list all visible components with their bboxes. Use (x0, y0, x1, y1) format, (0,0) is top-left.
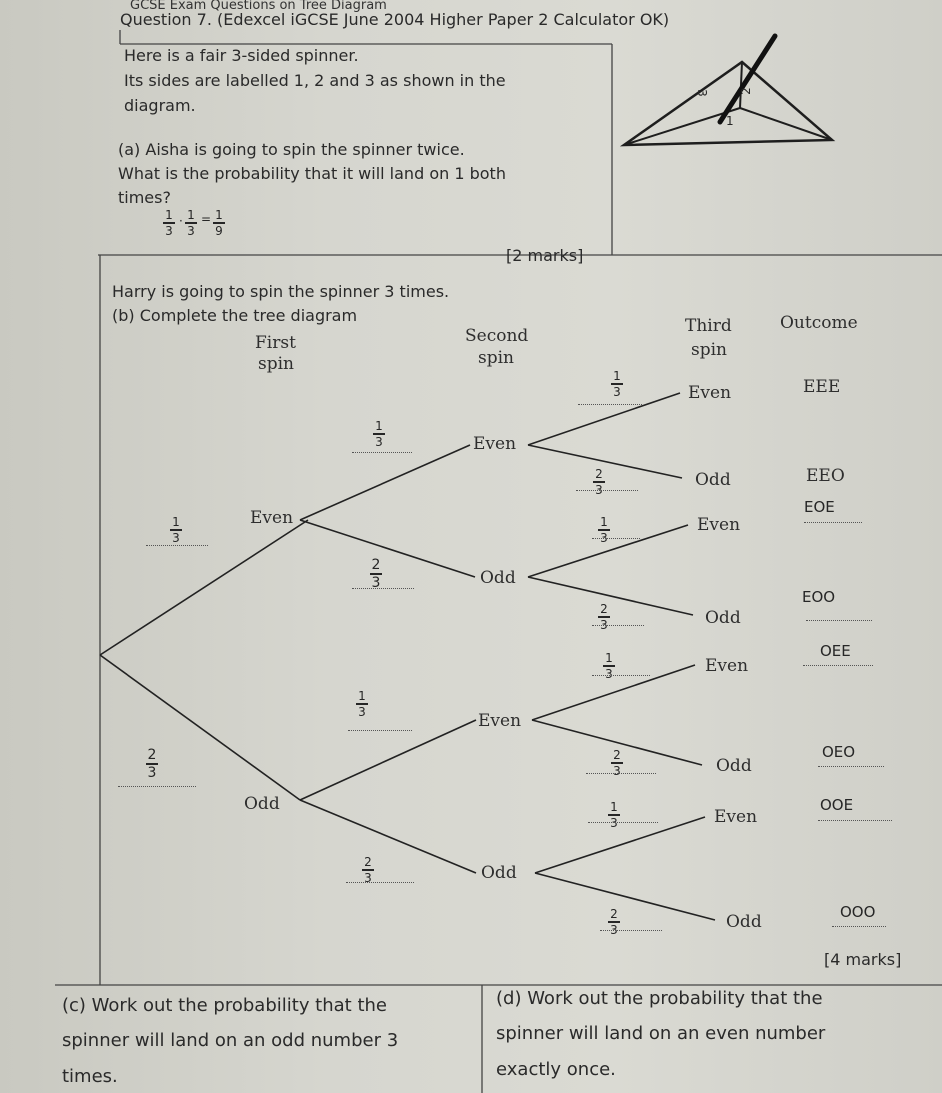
branch-label: Odd (480, 568, 516, 588)
branch-label: Odd (726, 912, 762, 932)
part-b-marks: [4 marks] (824, 950, 902, 969)
part-b-question: (b) Complete the tree diagram (112, 306, 358, 325)
branch-probability-answer[interactable]: 1 3 (170, 516, 182, 544)
answer-line (576, 490, 638, 491)
branch-label: Even (473, 434, 517, 454)
branch-label: Odd (481, 863, 517, 883)
outcome-answer[interactable]: EOE (804, 498, 835, 516)
outcome-answer[interactable]: OEO (822, 743, 856, 761)
branch-probability-answer[interactable]: 2 3 (611, 749, 623, 777)
header-third: Third (685, 316, 732, 336)
part-b-intro: Harry is going to spin the spinner 3 times. (112, 282, 450, 301)
branch-probability-answer[interactable]: 1 3 (356, 690, 368, 718)
branch-label: Odd (695, 470, 731, 490)
part-d-question-line-1: (d) Work out the probability that the (496, 988, 823, 1009)
header-third-spin: spin (691, 340, 727, 360)
question-intro-line-1: Here is a fair 3-sided spinner. (124, 46, 359, 65)
branch-probability-answer[interactable]: 1 3 (373, 420, 385, 448)
working-fraction-2: 1 3 (185, 209, 197, 237)
part-d-question-line-3: exactly once. (496, 1059, 616, 1080)
part-a-marks: [2 marks] (506, 246, 584, 265)
header-first-spin: spin (258, 354, 294, 374)
header-second: Second (465, 326, 529, 346)
equals-sign: = (201, 212, 212, 226)
page-header-title: GCSE Exam Questions on Tree Diagram (130, 0, 387, 13)
question-intro-line-3: diagram. (124, 96, 196, 115)
outcome-label: EEE (803, 377, 841, 397)
outcome-answer[interactable]: EOO (802, 588, 836, 606)
branch-label: Odd (716, 756, 752, 776)
answer-line (348, 730, 412, 731)
part-a-question-line-3: times? (118, 188, 171, 207)
branch-probability-answer[interactable]: 2 3 (371, 557, 381, 591)
branch-probability-answer[interactable]: 1 3 (608, 801, 620, 829)
multiply-sign: · (179, 214, 183, 228)
branch-probability-answer[interactable]: 1 3 (603, 652, 615, 680)
branch-probability-answer[interactable]: 2 3 (608, 908, 620, 936)
branch-label: Even (250, 508, 294, 528)
spinner-label-2: 2 (738, 87, 753, 95)
answer-line (586, 773, 656, 774)
spinner-label-1: 1 (726, 114, 734, 128)
answer-line (146, 545, 208, 546)
question-intro-line-2: Its sides are labelled 1, 2 and 3 as shown in the (124, 71, 506, 90)
outcome-answer[interactable]: OEE (820, 642, 851, 660)
branch-label: Odd (244, 794, 280, 814)
branch-label: Even (705, 656, 749, 676)
header-first: First (255, 333, 296, 353)
part-a-question-line-1: (a) Aisha is going to spin the spinner twice. (118, 140, 465, 159)
part-a-question-line-2: What is the probability that it will land on 1 both (118, 164, 506, 183)
part-c-question-line-1: (c) Work out the probability that the (62, 995, 388, 1016)
outcome-answer-line (803, 665, 873, 666)
answer-line (346, 882, 414, 883)
branch-probability-answer[interactable]: 2 3 (598, 603, 610, 631)
answer-line (588, 822, 658, 823)
branch-label: Even (478, 711, 522, 731)
branch-probability-answer[interactable]: 2 3 (147, 747, 157, 781)
branch-probability-answer[interactable]: 1 3 (598, 516, 610, 544)
answer-line (352, 452, 412, 453)
answer-line (600, 930, 662, 931)
outcome-answer-line (818, 766, 884, 767)
answer-line (578, 404, 642, 405)
branch-label: Even (688, 383, 732, 403)
header-outcome: Outcome (780, 313, 858, 333)
answer-line (118, 786, 196, 787)
outcome-answer-line (804, 522, 862, 523)
outcome-answer-line (806, 620, 872, 621)
working-fraction-1: 1 3 (163, 209, 175, 237)
branch-probability-answer[interactable]: 1 3 (611, 370, 623, 398)
answer-line (352, 588, 414, 589)
branch-label: Odd (705, 608, 741, 628)
working-fraction-3: 1 9 (213, 209, 225, 237)
outcome-answer[interactable]: OOO (840, 903, 876, 921)
branch-probability-answer[interactable]: 2 3 (593, 468, 605, 496)
question-title: Question 7. (Edexcel iGCSE June 2004 Higher Paper 2 Calculator OK) (120, 10, 670, 29)
branch-probability-answer[interactable]: 2 3 (362, 856, 374, 884)
outcome-answer[interactable]: OOE (820, 796, 854, 814)
part-c-question-line-3: times. (62, 1066, 118, 1087)
outcome-answer-line (818, 820, 892, 821)
answer-line (592, 538, 640, 539)
part-c-question-line-2: spinner will land on an odd number 3 (62, 1030, 399, 1051)
outcome-answer-line (832, 926, 886, 927)
header-second-spin: spin (478, 348, 514, 368)
branch-label: Even (714, 807, 758, 827)
answer-line (592, 675, 650, 676)
outcome-label: EEO (806, 466, 845, 486)
answer-line (592, 625, 644, 626)
spinner-label-3: 3 (694, 89, 709, 97)
part-d-question-line-2: spinner will land on an even number (496, 1023, 826, 1044)
branch-label: Even (697, 515, 741, 535)
